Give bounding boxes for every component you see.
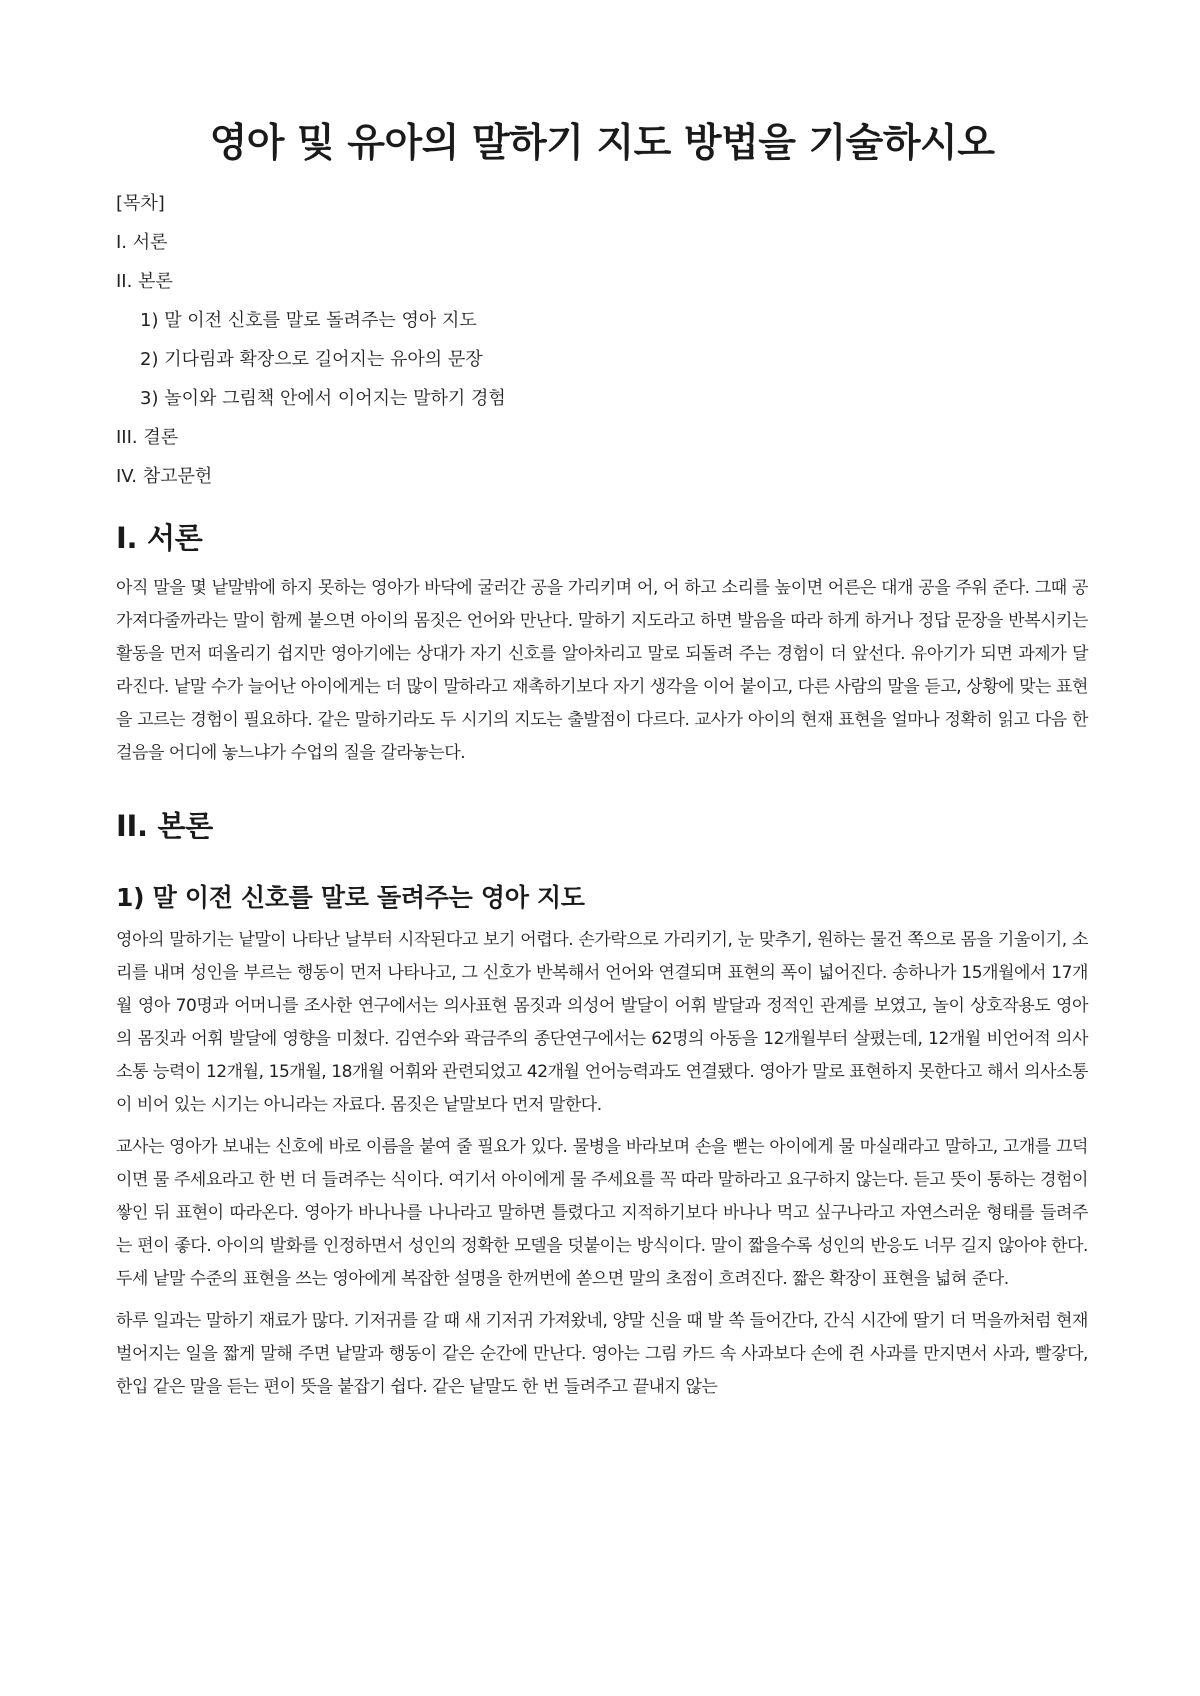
section-intro-heading: I. 서론: [116, 521, 203, 555]
toc-item-intro: I. 서론: [116, 232, 168, 253]
toc-item-body: II. 본론: [116, 271, 173, 292]
toc-item-body-sub3: 3) 놀이와 그림책 안에서 이어지는 말하기 경험: [140, 388, 506, 409]
subsection-1-paragraph: 영아의 말하기는 낱말이 나타난 날부터 시작된다고 보기 어렵다. 손가락으로 가리키기, 눈 맞추기, 원하는 물건 쪽으로 몸을 기울이기, 소리를 내며 성인을 부르는 행동이 먼저 나타나고, 그 신호가 반복해서 언어와 연결되며 표현의 폭이 넓어진다. 송하나가 15개월에서 17개월 영아 70명과 어머니를 조사한 연구에서는 의사표현 몸짓과 의성어 발달이 어휘 발달과 정적인 관계를 보였고, 놀이 상호작용도 영아의 몸짓과 어휘 발달에 영향을 미쳤다. 김연수와 곽금주의 종단연구에서는 62명의 아동을 12개월부터 살폈는데, 12개월 비언어적 의사소통 능력이 12개월, 15개월, 18개월 어휘와 관련되었고 42개월 언어능력과도 연결됐다. 영아가 말로 표현하지 못한다고 해서 의사소통이 비어 있는 시기는 아니라는 자료다. 몸짓은 낱말보다 먼저 말한다.: [116, 930, 1088, 1115]
subsection-1: [116, 880, 1088, 1404]
toc-item-conclusion: III. 결론: [116, 427, 179, 448]
table-of-contents: [116, 192, 1088, 504]
subsection-1-paragraph: 하루 일과는 말하기 재료가 많다. 기저귀를 갈 때 새 기저귀 가져왔네, 양말 신을 때 발 쏙 들어간다, 간식 시간에 딸기 더 먹을까처럼 현재 벌어지는 일을 짧게 말해 주면 낱말과 행동이 같은 순간에 만난다. 영아는 그림 카드 속 사과보다 손에 쥔 사과를 만지면서 사과, 빨갛다, 한입 같은 말을 듣는 편이 뜻을 붙잡기 쉽다. 같은 낱말도 한 번 들려주고 끝내지 않는: [116, 1311, 1088, 1397]
section-body: [116, 806, 1088, 1404]
toc-item-body-sub2: 2) 기다림과 확장으로 길어지는 유아의 문장: [140, 349, 483, 370]
toc-item-body-sub1: 1) 말 이전 신호를 말로 돌려주는 영아 지도: [140, 310, 477, 331]
section-body-heading: II. 본론: [116, 809, 213, 843]
toc-heading: [목차]: [116, 193, 165, 214]
subsection-1-heading: 1) 말 이전 신호를 말로 돌려주는 영아 지도: [116, 883, 585, 912]
toc-item-references: IV. 참고문헌: [116, 466, 213, 487]
section-intro-paragraph: 아직 말을 몇 낱말밖에 하지 못하는 영아가 바닥에 굴러간 공을 가리키며 어, 어 하고 소리를 높이면 어른은 대개 공을 주워 준다. 그때 공 가져다줄까라는 말이 함께 붙으면 아이의 몸짓은 언어와 만난다. 말하기 지도라고 하면 발음을 따라 하게 하거나 정답 문장을 반복시키는 활동을 먼저 떠올리기 쉽지만 영아기에는 상대가 자기 신호를 알아차리고 말로 되돌려 주는 경험이 더 앞선다. 유아기가 되면 과제가 달라진다. 낱말 수가 늘어난 아이에게는 더 많이 말하라고 재촉하기보다 자기 생각을 이어 붙이고, 다른 사람의 말을 듣고, 상황에 맞는 표현을 고르는 경험이 필요하다. 같은 말하기라도 두 시기의 지도는 출발점이 다르다. 교사가 아이의 현재 표현을 얼마나 정확히 읽고 다음 한 걸음을 어디에 놓느냐가 수업의 질을 갈라놓는다.: [116, 578, 1088, 763]
section-intro: [116, 518, 1088, 770]
subsection-1-paragraph: 교사는 영아가 보내는 신호에 바로 이름을 붙여 줄 필요가 있다. 물병을 바라보며 손을 뻗는 아이에게 물 마실래라고 말하고, 고개를 끄덕이면 물 주세요라고 한 번 더 들려주는 식이다. 여기서 아이에게 물 주세요를 꼭 따라 말하라고 요구하지 않는다. 듣고 뜻이 통하는 경험이 쌓인 뒤 표현이 따라온다. 영아가 바나나를 나나라고 말하면 틀렸다고 지적하기보다 바나나 먹고 싶구나라고 자연스러운 형태를 들려주는 편이 좋다. 아이의 발화를 인정하면서 성인의 정확한 모델을 덧붙이는 방식이다. 말이 짧을수록 성인의 반응도 너무 길지 않아야 한다. 두세 낱말 수준의 표현을 쓰는 영아에게 복잡한 설명을 한꺼번에 쏟으면 말의 초점이 흐려진다. 짧은 확장이 표현을 넓혀 준다.: [116, 1137, 1088, 1289]
document-title: 영아 및 유아의 말하기 지도 방법을 기술하시오: [209, 121, 995, 166]
